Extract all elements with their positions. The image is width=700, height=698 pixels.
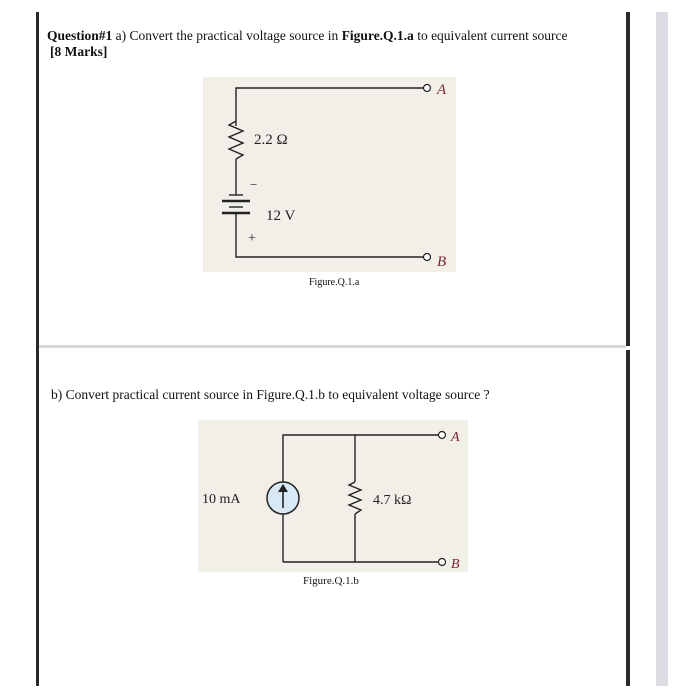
- figure-b-circuit: [198, 420, 468, 572]
- terminal-b-label: B: [437, 254, 447, 270]
- marks-label: [8 Marks]: [50, 44, 108, 59]
- left-border: [36, 12, 39, 686]
- battery-plus: +: [248, 231, 256, 246]
- terminal-a-node-b: [439, 432, 446, 439]
- terminal-b-label-b: B: [451, 557, 460, 572]
- terminal-a-label: A: [437, 82, 447, 98]
- right-border-lower: [626, 350, 630, 686]
- terminal-a-label-b: A: [451, 430, 460, 445]
- battery-minus: −: [250, 177, 258, 192]
- question-b-text: b) Convert practical current source in Figure.Q.1.b to equivalent voltage source ?: [51, 387, 490, 402]
- question-text-end: to equivalent current source: [413, 28, 568, 43]
- resistor-label-b: 4.7 kΩ: [373, 493, 412, 508]
- question-text: a) Convert the practical voltage source in: [112, 28, 342, 43]
- scrollbar-strip: [656, 12, 668, 686]
- figure-a-background: [203, 77, 456, 272]
- figure-reference: Figure.Q.1.a: [341, 28, 414, 43]
- terminal-a-node: [424, 85, 431, 92]
- question-heading: [47, 28, 568, 44]
- terminal-b-node-b: [439, 559, 446, 566]
- right-border: [626, 12, 630, 346]
- source-label: 10 mA: [202, 492, 241, 507]
- figure-a-caption: Figure.Q.1.a: [309, 277, 360, 288]
- section-divider: [39, 345, 626, 348]
- resistor-label: 2.2 Ω: [254, 132, 288, 148]
- figure-b-caption: Figure.Q.1.b: [303, 575, 359, 587]
- figure-b: [198, 420, 468, 572]
- terminal-b-node: [424, 254, 431, 261]
- battery-label: 12 V: [266, 208, 296, 224]
- figure-a-circuit: [203, 77, 456, 272]
- question-number: Question#1: [47, 28, 113, 43]
- figure-a: [203, 77, 456, 272]
